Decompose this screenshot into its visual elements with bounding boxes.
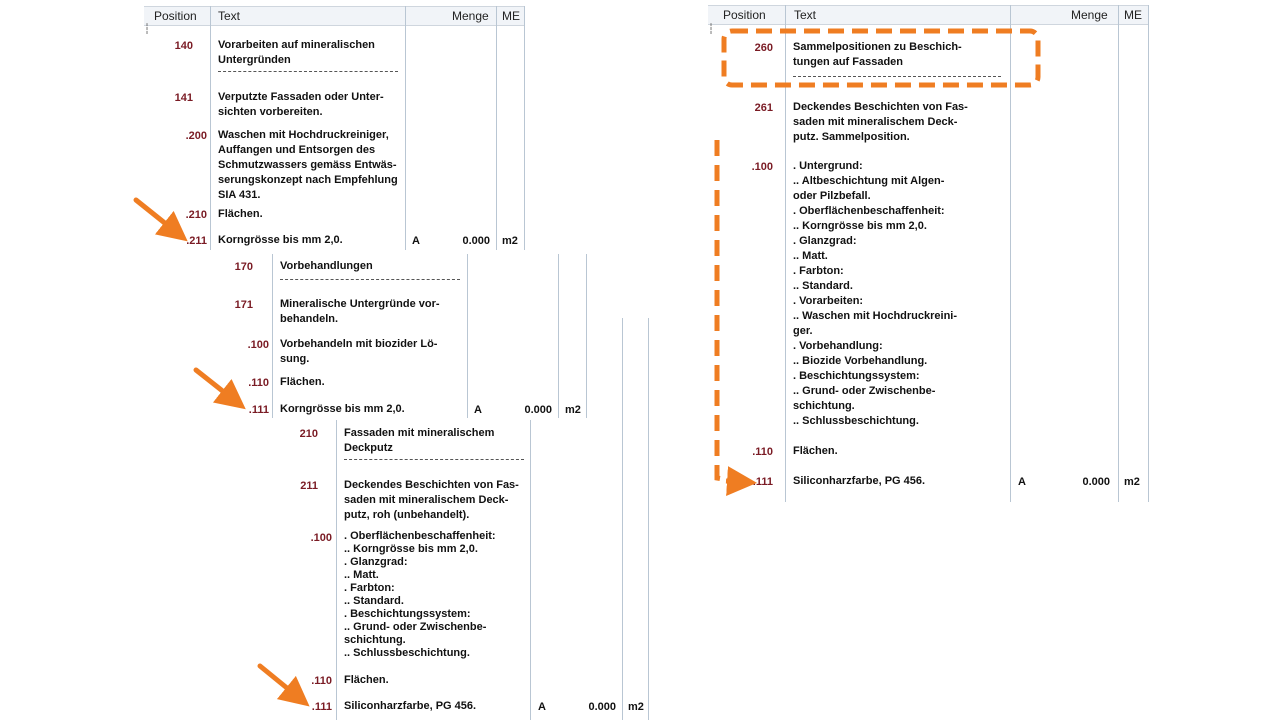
position-number: .211: [186, 235, 207, 247]
col-divider: [496, 6, 497, 250]
col-divider: [558, 254, 559, 418]
position-text: . Oberflächenbeschaffenheit: .. Korngrösse bis mm 2,0. . Glanzgrad: .. Matt. . Farbton: .. Standard. . Beschichtungssystem: .. Grund- oder Zwischenbe- schichtung. .. Schlussbeschichtung.: [344, 530, 496, 659]
col-divider: [1148, 5, 1149, 502]
position-text: Deckendes Beschichten von Fas- saden mit mineralischem Deck- putz. Sammelposition.: [793, 101, 968, 143]
col-divider: [467, 254, 468, 418]
position-text: Deckendes Beschichten von Fas- saden mit mineralischem Deck- putz, roh (unbehandelt).: [344, 479, 519, 521]
position-text: Siliconharzfarbe, PG 456.: [793, 475, 926, 487]
bracket-line: [717, 140, 740, 482]
position-number: 171: [234, 299, 253, 311]
drag-marker-icon: ┆: [708, 24, 715, 35]
col-divider: [1118, 5, 1119, 502]
position-number: .111: [248, 404, 269, 416]
position-text: Flächen.: [344, 674, 389, 686]
unit: m2: [1124, 476, 1140, 488]
position-text: Korngrösse bis mm 2,0.: [218, 234, 343, 246]
col-divider: [648, 318, 649, 720]
header-me: ME: [1124, 8, 1142, 22]
position-number: .110: [311, 675, 332, 687]
section-divider: [280, 279, 460, 280]
position-text: Flächen.: [793, 445, 838, 457]
col-divider: [586, 254, 587, 418]
header-menge: Menge: [452, 9, 489, 23]
table-header: [144, 6, 524, 26]
position-number: 260: [754, 42, 773, 54]
header-position: Position: [723, 8, 766, 22]
unit-type: A: [1018, 476, 1026, 488]
col-divider: [210, 6, 211, 250]
section-divider: [793, 76, 1001, 77]
col-divider: [530, 420, 531, 720]
header-text: Text: [218, 9, 241, 23]
header-text: Text: [794, 8, 817, 22]
quantity: 0.000: [1082, 476, 1110, 488]
col-divider: [405, 6, 406, 250]
quantity: 0.000: [524, 404, 552, 416]
col-divider: [785, 5, 786, 502]
position-number: 261: [754, 102, 773, 114]
position-number: 210: [299, 428, 318, 440]
position-number: 141: [174, 92, 193, 104]
drag-marker-icon: ┆: [144, 24, 151, 35]
position-number: .100: [247, 339, 269, 351]
position-text: Mineralische Untergründe vor- behandeln.: [280, 298, 440, 325]
position-number: .100: [751, 161, 773, 173]
unit-type: A: [538, 701, 546, 713]
unit: m2: [565, 404, 581, 416]
unit-type: A: [474, 404, 482, 416]
position-number: .110: [248, 377, 269, 389]
header-menge: Menge: [1071, 8, 1108, 22]
header-me: ME: [502, 9, 520, 23]
quantity: 0.000: [462, 235, 490, 247]
position-number: .210: [185, 209, 207, 221]
position-text: Flächen.: [218, 208, 263, 220]
position-text: Fassaden mit mineralischem Deckputz: [344, 427, 495, 454]
position-number: .111: [752, 476, 773, 488]
position-text: Verputzte Fassaden oder Unter- sichten vorbereiten.: [218, 91, 384, 118]
position-number: .100: [310, 532, 332, 544]
position-text: Waschen mit Hochdruckreiniger, Auffangen und Entsorgen des Schmutzwassers gemäss Entwäs- serungskonzept nach Empfehlung SIA 431.: [218, 129, 398, 201]
section-divider: [218, 71, 398, 72]
position-text: Siliconharzfarbe, PG 456.: [344, 700, 477, 712]
table-header: [708, 5, 1148, 25]
col-divider: [1010, 5, 1011, 502]
col-divider: [272, 254, 273, 418]
position-text: . Untergrund: .. Altbeschichtung mit Algen- oder Pilzbefall. . Oberflächenbeschaffenheit: .. Korngrösse bis mm 2,0. . Glanzgrad: .. Matt. . Farbton: .. Standard. . Vorarbeiten: .. Waschen mit Hochdruckreini- ger. . Vorbehandlung: .. Biozide Vorbehandlung. . Beschichtungssystem: .. Grund- oder Zwischenbe- schichtung. .. Schlussbeschichtung.: [793, 160, 958, 427]
position-text: Vorbehandeln mit biozider Lö- sung.: [280, 338, 438, 365]
position-number: 170: [234, 261, 253, 273]
quantity: 0.000: [588, 701, 616, 713]
position-number: .200: [185, 130, 207, 142]
position-text: Korngrösse bis mm 2,0.: [280, 403, 405, 415]
unit: m2: [502, 235, 518, 247]
col-divider: [622, 318, 623, 720]
col-divider: [336, 420, 337, 720]
position-number: .110: [752, 446, 773, 458]
position-number: 140: [174, 40, 193, 52]
position-text: Vorarbeiten auf mineralischen Untergründen: [218, 39, 375, 66]
position-text: Sammelpositionen zu Beschich- tungen auf Fassaden: [793, 41, 962, 68]
unit: m2: [628, 701, 644, 713]
header-position: Position: [154, 9, 197, 23]
position-text: Flächen.: [280, 376, 325, 388]
col-divider: [524, 6, 525, 250]
position-text: Vorbehandlungen: [280, 260, 373, 272]
position-number: 211: [300, 480, 318, 492]
unit-type: A: [412, 235, 420, 247]
position-number: .111: [311, 701, 332, 713]
section-divider: [344, 459, 524, 460]
